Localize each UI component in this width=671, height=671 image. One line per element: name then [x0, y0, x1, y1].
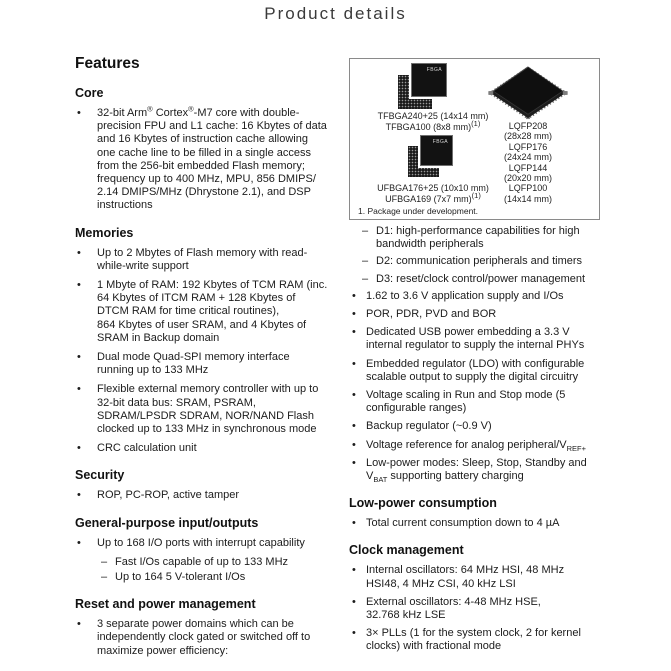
bullet-marker: •	[77, 279, 81, 292]
bga-chip-top-icon	[420, 135, 453, 166]
section-title: Security	[75, 468, 125, 483]
item-text: 32-bit Arm® Cortex®-M7 core with double- precision FPU and L1 cache: 16 Kbytes of data and 16 Kbytes of instruction cache allowing one cache line to be filled in a single access from the 256-bit embedded Flash memory; frequency up to 400 MHz, MPU, 856 DMIPS/ 2.14 DMIPS/MHz (Dhrystone 2.1), and DSP instructions	[97, 104, 327, 212]
item-text: Flexible external memory controller with up to 32-bit data bus: SRAM, PSRAM, SDRAM/LPSDR SDRAM, NOR/NAND Flash clocked up to 133 MHz in synchronous mode	[97, 383, 319, 436]
package-footnote: 1. Package under development.	[358, 206, 479, 216]
features-heading: Features	[75, 55, 140, 72]
item-text: ROP, PC-ROP, active tamper	[97, 489, 240, 502]
bullet-marker: •	[352, 289, 356, 302]
bullet-list-item	[349, 389, 631, 415]
bullet-marker: •	[77, 383, 81, 396]
section-title: General-purpose input/outputs	[75, 515, 259, 530]
item-text: Up to 168 I/O ports with interrupt capability	[97, 536, 305, 549]
bullet-marker: •	[352, 595, 356, 608]
bullet-marker: •	[77, 618, 81, 631]
bullet-list-item	[349, 308, 631, 321]
item-text: D2: communication peripherals and timers	[376, 255, 583, 268]
dash-marker: –	[362, 255, 369, 268]
item-text: D3: reset/clock control/power management	[376, 272, 586, 285]
sub-list-item	[349, 273, 631, 286]
bullet-marker: •	[77, 489, 81, 502]
tfbga-chip-label: FBGA	[426, 67, 442, 73]
bullet-marker: •	[352, 357, 356, 370]
section-title: Reset and power management	[75, 597, 256, 612]
package-box	[349, 58, 600, 220]
package-label-line: (14x14 mm)	[503, 193, 552, 204]
bullet-marker: •	[352, 564, 356, 577]
item-text: 1 Mbyte of RAM: 192 Kbytes of TCM RAM (inc. 64 Kbytes of ITCM RAM + 128 Kbytes of DTCM RAM for time critical routines), 864 Kbytes of user SRAM, and 4 Kbytes of SRAM in Backup domain	[97, 279, 328, 344]
package-label-line: LQFP208	[508, 121, 548, 131]
bullet-list-item	[349, 457, 631, 483]
package-label-line: LQFP144	[508, 162, 548, 173]
bullet-list-item	[75, 489, 349, 502]
bullet-marker: •	[352, 438, 356, 451]
item-text: 3× PLLs (1 for the system clock, 2 for kernel clocks) with fractional mode	[366, 627, 581, 653]
sub-list-item	[349, 225, 631, 251]
bullet-list-item	[349, 326, 631, 352]
bullet-marker: •	[352, 326, 356, 339]
bullet-list-item	[349, 290, 631, 303]
features-sections	[75, 86, 349, 658]
dash-marker: –	[362, 272, 369, 285]
package-label-line: LQFP176	[508, 141, 548, 152]
right-column	[349, 55, 631, 659]
dash-marker: –	[101, 571, 108, 584]
package-label-line: UFBGA176+25 (10x10 mm)	[377, 183, 489, 193]
package-label-line: (28x28 mm)	[503, 131, 552, 142]
section-title: Core	[75, 86, 104, 100]
dash-marker: –	[362, 225, 369, 237]
bga-chip-top-icon	[411, 63, 447, 97]
ufbga-package-image	[408, 135, 456, 179]
bullet-list-item	[75, 247, 349, 273]
item-text: CRC calculation unit	[97, 442, 197, 455]
bullet-marker: •	[352, 420, 356, 433]
item-text: Total current consumption down to 4 µA	[366, 517, 560, 530]
bullet-marker: •	[352, 456, 356, 469]
item-text: Backup regulator (~0.9 V)	[366, 420, 492, 433]
page-title: Product details	[264, 4, 407, 23]
package-label-line: (20x20 mm)	[503, 173, 552, 184]
item-text: 3 separate power domains which can be independently clock gated or switched off to maximize power efficiency:	[97, 618, 311, 657]
bullet-list-item	[349, 596, 631, 622]
bullet-list-item	[349, 439, 631, 452]
sub-list-item	[75, 571, 349, 584]
package-label-line: TFBGA240+25 (14x14 mm)	[377, 111, 489, 121]
item-text: Dedicated USB power embedding a 3.3 V internal regulator to supply the internal PHYs	[366, 326, 585, 352]
lqfp-labels	[488, 121, 568, 204]
section-title: Low-power consumption	[349, 496, 497, 511]
bullet-marker: •	[352, 517, 356, 530]
package-label-line: LQFP100	[508, 183, 548, 194]
bullet-list-item	[75, 351, 349, 377]
bullet-marker: •	[77, 351, 81, 364]
item-text: Voltage scaling in Run and Stop mode (5 configurable ranges)	[366, 389, 566, 415]
package-label-line: UFBGA169 (7x7 mm)$^{(1)}$	[385, 191, 481, 204]
package-label-line: (24x24 mm)	[503, 152, 552, 163]
item-text: POR, PDR, PVD and BOR	[366, 308, 497, 321]
section-title: Clock management	[349, 543, 464, 558]
bullet-marker: •	[352, 389, 356, 402]
bullet-marker: •	[77, 246, 81, 259]
sub-list-item	[349, 255, 631, 268]
section-title: Memories	[75, 225, 134, 240]
tfbga-package-image	[398, 63, 450, 111]
item-text: Dual mode Quad-SPI memory interface running up to 133 MHz	[97, 351, 290, 377]
bullet-marker: •	[77, 442, 81, 455]
left-column	[75, 55, 349, 664]
bullet-list-item	[75, 618, 349, 658]
bullet-list-item	[75, 537, 349, 550]
bullet-marker: •	[77, 536, 81, 549]
item-text: Fast I/Os capable of up to 133 MHz	[115, 555, 289, 568]
ufbga-chip-label: FBGA	[432, 139, 448, 145]
item-text: 1.62 to 3.6 V application supply and I/Os	[366, 289, 564, 302]
item-text: Embedded regulator (LDO) with configurable scalable output to supply the digital circuitry	[366, 357, 585, 383]
bullet-list-item	[75, 383, 349, 436]
bullet-marker: •	[77, 107, 81, 119]
item-text: Voltage reference for analog peripheral/$V_{REF+}$	[366, 438, 586, 453]
bullet-marker: •	[352, 308, 356, 321]
sub-list-item	[75, 556, 349, 569]
item-text: Up to 2 Mbytes of Flash memory with read- while-write support	[97, 246, 308, 272]
bullet-list-item	[349, 564, 631, 590]
bullet-list-item	[75, 104, 349, 213]
item-text: Internal oscillators: 64 MHz HSI, 48 MHz HSI48, 4 MHz CSI, 40 kHz LSI	[366, 564, 565, 590]
item-text: External oscillators: 4-48 MHz HSE, 32.768 kHz LSE	[366, 595, 541, 622]
bullet-marker: •	[352, 627, 356, 640]
dash-marker: –	[101, 555, 108, 568]
item-text: Up to 164 5 V-tolerant I/Os	[115, 571, 246, 584]
bullet-list-item	[349, 358, 631, 384]
bullet-list-item	[349, 517, 631, 530]
bullet-list-item	[75, 279, 349, 345]
bullet-list-item	[349, 627, 631, 653]
item-text: Low-power modes: Sleep, Stop, Standby and $V_{BAT}$ supporting battery charging	[366, 456, 587, 485]
item-text: D1: high-performance capabilities for high bandwidth peripherals	[376, 225, 580, 251]
package-label-line: TFBGA100 (8x8 mm)$^{(1)}$	[385, 119, 481, 132]
right-feature-sections	[349, 225, 631, 654]
lqfp-package-image	[486, 65, 570, 121]
bullet-list-item	[349, 420, 631, 433]
bullet-list-item	[75, 442, 349, 455]
